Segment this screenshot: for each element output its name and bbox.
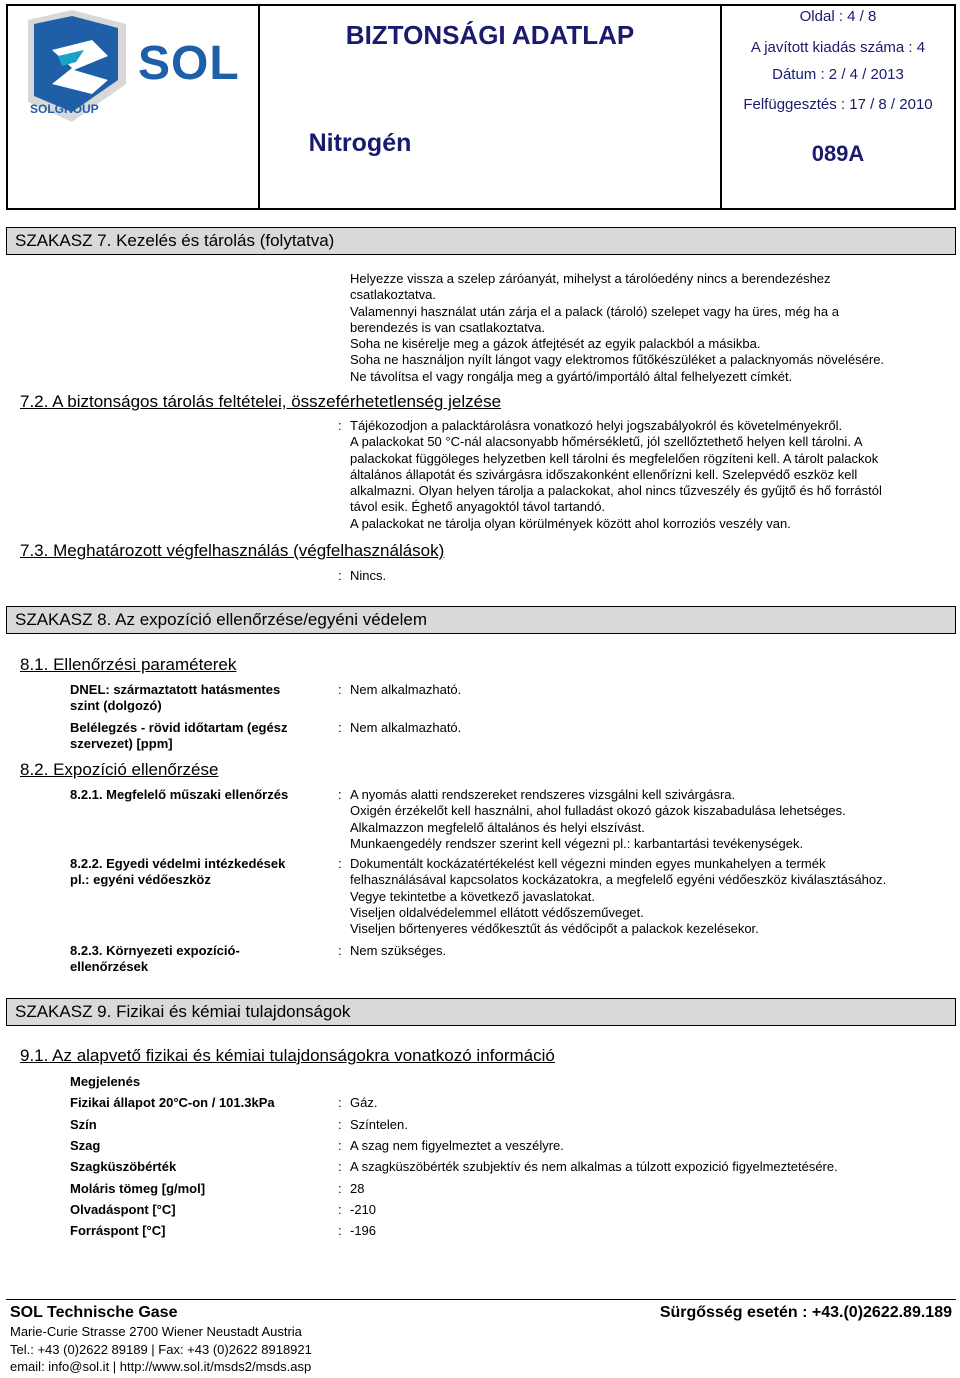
text-line: Alkalmazzon megfelelő általános és helyi elszívást.: [350, 819, 645, 835]
supersedes-date: Felfüggesztés : 17 / 8 / 2010: [743, 96, 933, 113]
label-line: ellenőrzések: [70, 959, 149, 975]
label-line: Belélegzés - rövid időtartam (egész: [70, 720, 288, 735]
colon: :: [338, 568, 342, 583]
prop-label-boiling-point: Forráspont [°C]: [70, 1223, 166, 1238]
environmental-exposure-label: [70, 943, 330, 976]
prop-label-odor: Szag: [70, 1138, 101, 1153]
prop-value-color: Színtelen.: [350, 1117, 408, 1132]
text-line: Oxigén érzékelőt kell használni, ahol fulladást okozó gázok kiszabadulása lehetséges.: [350, 803, 846, 819]
prop-label-molar-mass: Moláris tömeg [g/mol]: [70, 1181, 206, 1196]
colon: :: [338, 943, 342, 958]
product-code: 089A: [811, 141, 865, 166]
ppe-text: [350, 856, 950, 937]
dnel-label: [70, 682, 330, 715]
logo-group-text: SOLGROUP: [30, 102, 99, 116]
colon: :: [338, 856, 342, 871]
subsection-7-2-title: 7.2. A biztonságos tárolás feltételei, összeférhetetlenség jelzése: [20, 392, 502, 411]
text-line: Soha ne használjon nyílt lángot vagy elektromos fűtőkészüléket a palacknyomás növelésére.: [350, 352, 885, 368]
colon: :: [338, 1202, 342, 1217]
section-9-header: SZAKASZ 9. Fizikai és kémiai tulajdonságok: [6, 998, 956, 1026]
footer-company: SOL Technische Gase: [10, 1304, 178, 1321]
label-line: szint (dolgozó): [70, 698, 162, 714]
document-title: BIZTONSÁGI ADATLAP: [345, 20, 635, 50]
section-7-3-value: Nincs.: [350, 568, 387, 583]
text-line: távol esik. Éghető anyagoktól távol tartandó.: [350, 499, 606, 515]
footer-divider: [6, 1299, 956, 1300]
section-7-1-text: [350, 271, 950, 385]
prop-value-odor-threshold: A szagküszöbérték szubjektív és nem alkalmas a túlzott expozició figyelmeztetésére.: [350, 1159, 838, 1174]
subsection-8-1-title: 8.1. Ellenőrzési paraméterek: [20, 655, 237, 674]
text-line: A palackokat ne tárolja olyan körülmények között ahol korroziós veszély van.: [350, 515, 791, 531]
text-line: A nyomás alatti rendszereket rendszeres vizsgálni kell szivárgásra.: [350, 787, 736, 802]
text-line: Helyezze vissza a szelep záróanyát, mihelyst a tárolóedény nincs a berendezéshez: [350, 271, 831, 286]
text-line: Valamennyi használat után zárja el a palack (tároló) szelepet vagy ha üres, még ha a: [350, 303, 839, 319]
prop-label-odor-threshold: Szagküszöbérték: [70, 1159, 177, 1174]
ppe-label: [70, 856, 330, 889]
environmental-exposure-value: Nem szükséges.: [350, 943, 447, 958]
prop-value-boiling-point: -196: [350, 1223, 377, 1238]
engineering-controls-label: 8.2.1. Megfelelő műszaki ellenőrzés: [70, 787, 289, 802]
label-line: 8.2.3. Környezeti expozíció-: [70, 943, 240, 958]
logo-text: SOL: [138, 37, 240, 90]
colon: :: [338, 1181, 342, 1196]
footer-contact-links[interactable]: email: info@sol.it | http://www.sol.it/msds2/msds.asp: [10, 1359, 312, 1374]
prop-value-melting-point: -210: [350, 1202, 377, 1217]
label-line: DNEL: származtatott hatásmentes: [70, 682, 281, 697]
colon: :: [338, 1223, 342, 1238]
colon: :: [338, 720, 342, 735]
text-line: palackokat függöleges helyzetben kell tárolni és megfelelően rögzíteni kell. A tárolt palackok: [350, 450, 879, 466]
label-line: szervezet) [ppm]: [70, 736, 173, 752]
section-7-header: SZAKASZ 7. Kezelés és tárolás (folytatva): [6, 227, 956, 255]
colon: :: [338, 787, 342, 802]
prop-value-physical-state: Gáz.: [350, 1095, 378, 1110]
product-name: Nitrogén: [308, 129, 412, 157]
section-8-header: SZAKASZ 8. Az expozíció ellenőrzése/egyéni védelem: [6, 606, 956, 634]
text-line: Vegye tekintetbe a következő javaslatokat.: [350, 888, 595, 904]
footer-address: Marie-Curie Strasse 2700 Wiener Neustadt Austria: [10, 1324, 302, 1339]
footer-emergency-phone: Sürgősség esetén : +43.(0)2622.89.189: [659, 1304, 952, 1321]
text-line: Viseljen bőrtenyeres védőkesztűt ás védőcipőt a palackok kezelésekor.: [350, 921, 759, 937]
colon: :: [338, 682, 342, 697]
label-line: 8.2.2. Egyedi védelmi intézkedések: [70, 856, 286, 871]
prop-label-color: Szín: [70, 1117, 97, 1132]
text-line: Ne távolítsa el vagy rongálja meg a gyártó/importáló által felhelyezett címkét.: [350, 368, 793, 384]
colon: :: [338, 1138, 342, 1153]
prop-value-odor: A szag nem figyelmeztet a veszélyre.: [350, 1138, 564, 1153]
subsection-8-2-title: 8.2. Expozíció ellenőrzése: [20, 760, 219, 779]
appearance-label: Megjelenés: [70, 1074, 141, 1089]
text-line: Soha ne kisérelje meg a gázok átfejtését az egyik palackból a másikba.: [350, 336, 761, 352]
prop-value-molar-mass: 28: [350, 1181, 365, 1196]
text-line: általános állapotát és szivárgásra időszakonként ellenőrízni kell. Szelepvédő eszköz kell: [350, 466, 858, 482]
text-line: Viseljen oldalvédelemmel ellátott védőszeműveget.: [350, 904, 644, 920]
dnel-value: Nem alkalmazható.: [350, 682, 462, 697]
prop-label-melting-point: Olvadáspont [°C]: [70, 1202, 176, 1217]
section-7-2-text: [350, 418, 950, 532]
text-line: Dokumentált kockázatértékelést kell végezni minden egyes munkahelyen a termék: [350, 856, 826, 871]
subsection-9-1-title: 9.1. Az alapvető fizikai és kémiai tulajdonságokra vonatkozó információ: [20, 1046, 555, 1065]
subsection-7-3-title: 7.3. Meghatározott végfelhasználás (végfelhasználások): [20, 541, 445, 560]
text-line: A palackokat 50 °C-nál alacsonyabb hőmérsékletű, jól szellőztethető helyen kell tárolni. A: [350, 434, 863, 450]
text-line: berendezés is van csatlakoztatva.: [350, 319, 546, 335]
text-line: felhasználásával kapcsolatos kockázatokra, a megfelelő egyéni védőeszköz kiválasztásához.: [350, 872, 887, 888]
label-line: pl.: egyéni védőeszköz: [70, 872, 211, 888]
company-logo: [14, 10, 252, 122]
colon: :: [338, 1117, 342, 1132]
footer-phone-fax: Tel.: +43 (0)2622 89189 | Fax: +43 (0)2622 8918921: [10, 1342, 312, 1357]
prop-label-physical-state: Fizikai állapot 20°C-on / 101.3kPa: [70, 1095, 275, 1110]
text-line: Munkaengedély rendszer szerint kell végezni pl.: karbantartási tevékenységek.: [350, 835, 804, 851]
inhalation-label: [70, 720, 330, 753]
text-line: alkalmazni. Olyan helyen tárolja a palackokat, ahol nincs tűzveszély és gyűjtő és hő forrástól: [350, 483, 882, 499]
colon: :: [338, 1095, 342, 1110]
colon: :: [338, 1159, 342, 1174]
inhalation-value: Nem alkalmazható.: [350, 720, 462, 735]
colon: :: [338, 418, 342, 433]
revision-number: A javított kiadás száma : 4: [750, 39, 926, 56]
issue-date: Dátum : 2 / 4 / 2013: [772, 66, 904, 83]
text-line: Tájékozodjon a palacktárolásra vonatkozó helyi jogszabályokról és követelményekről.: [350, 418, 843, 433]
text-line: csatlakoztatva.: [350, 287, 436, 303]
page-number: Oldal : 4 / 8: [799, 8, 877, 25]
engineering-controls-text: [350, 787, 950, 852]
